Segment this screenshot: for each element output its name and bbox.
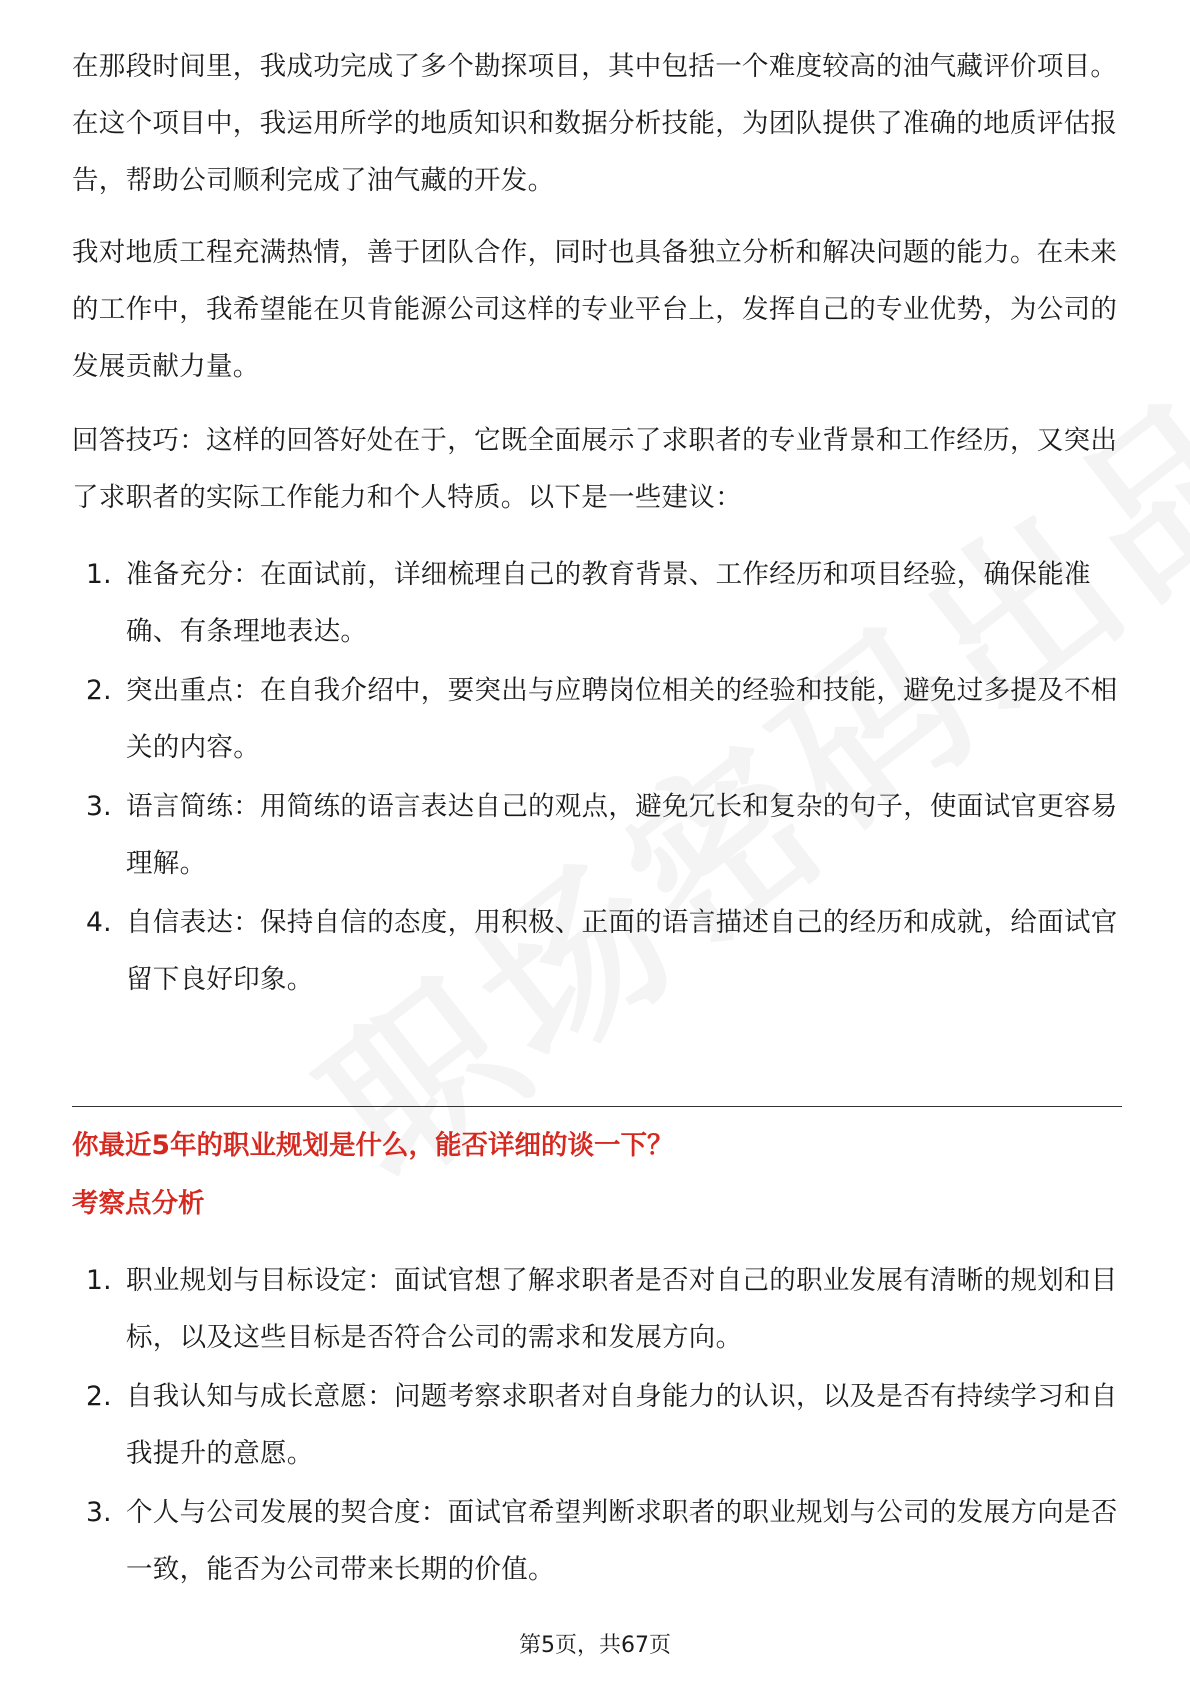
list-item-text: 准备充分：在面试前，详细梳理自己的教育背景、工作经历和项目经验，确保能准确、有条理地表达。 <box>126 559 1091 647</box>
paragraph-answer-tips: 回答技巧：这样的回答好处在于，它既全面展示了求职者的专业背景和工作经历，又突出了求职者的实际工作能力和个人特质。以下是一些建议： <box>72 425 1118 513</box>
page-footer: 第5页，共67页 <box>519 1633 671 1658</box>
list-number: 3. <box>86 791 112 822</box>
paragraph-passion: 我对地质工程充满热情，善于团队合作，同时也具备独立分析和解决问题的能力。在未来的工作中，我希望能在贝肯能源公司这样的专业平台上，发挥自己的专业优势，为公司的发展贡献力量。 <box>72 237 1118 382</box>
list-item <box>72 546 1122 660</box>
paragraph-project-experience: 在那段时间里，我成功完成了多个勘探项目，其中包括一个难度较高的油气藏评价项目。在这个项目中，我运用所学的地质知识和数据分析技能，为团队提供了准确的地质评估报告，帮助公司顺利完成了油气藏的开发。 <box>72 51 1118 196</box>
list-item-text: 语言简练：用简练的语言表达自己的观点，避免冗长和复杂的句子，使面试官更容易理解。 <box>126 791 1118 879</box>
list-item <box>72 1368 1122 1482</box>
list-number: 1. <box>86 1265 112 1296</box>
list-item <box>72 778 1122 892</box>
list-number: 3. <box>86 1497 112 1528</box>
list-number: 2. <box>86 675 112 706</box>
list-item-text: 职业规划与目标设定：面试官想了解求职者是否对自己的职业发展有清晰的规划和目标，以及这些目标是否符合公司的需求和发展方向。 <box>126 1265 1118 1353</box>
tips-list <box>72 546 1122 1010</box>
list-item-text: 个人与公司发展的契合度：面试官希望判断求职者的职业规划与公司的发展方向是否一致，能否为公司带来长期的价值。 <box>126 1497 1118 1585</box>
analysis-heading: 考察点分析 <box>72 1188 205 1219</box>
list-item <box>72 1484 1122 1598</box>
list-number: 1. <box>86 559 112 590</box>
analysis-list <box>72 1252 1122 1600</box>
list-item <box>72 894 1122 1008</box>
question-heading: 你最近5年的职业规划是什么，能否详细的谈一下？ <box>72 1130 674 1161</box>
section-divider <box>72 1106 1122 1107</box>
list-item <box>72 662 1122 776</box>
list-number: 2. <box>86 1381 112 1412</box>
list-item-text: 突出重点：在自我介绍中，要突出与应聘岗位相关的经验和技能，避免过多提及不相关的内容。 <box>126 675 1118 763</box>
list-item <box>72 1252 1122 1366</box>
list-item-text: 自我认知与成长意愿：问题考察求职者对自身能力的认识，以及是否有持续学习和自我提升的意愿。 <box>126 1381 1118 1469</box>
list-item-text: 自信表达：保持自信的态度，用积极、正面的语言描述自己的经历和成就，给面试官留下良好印象。 <box>126 907 1118 995</box>
list-number: 4. <box>86 907 112 938</box>
